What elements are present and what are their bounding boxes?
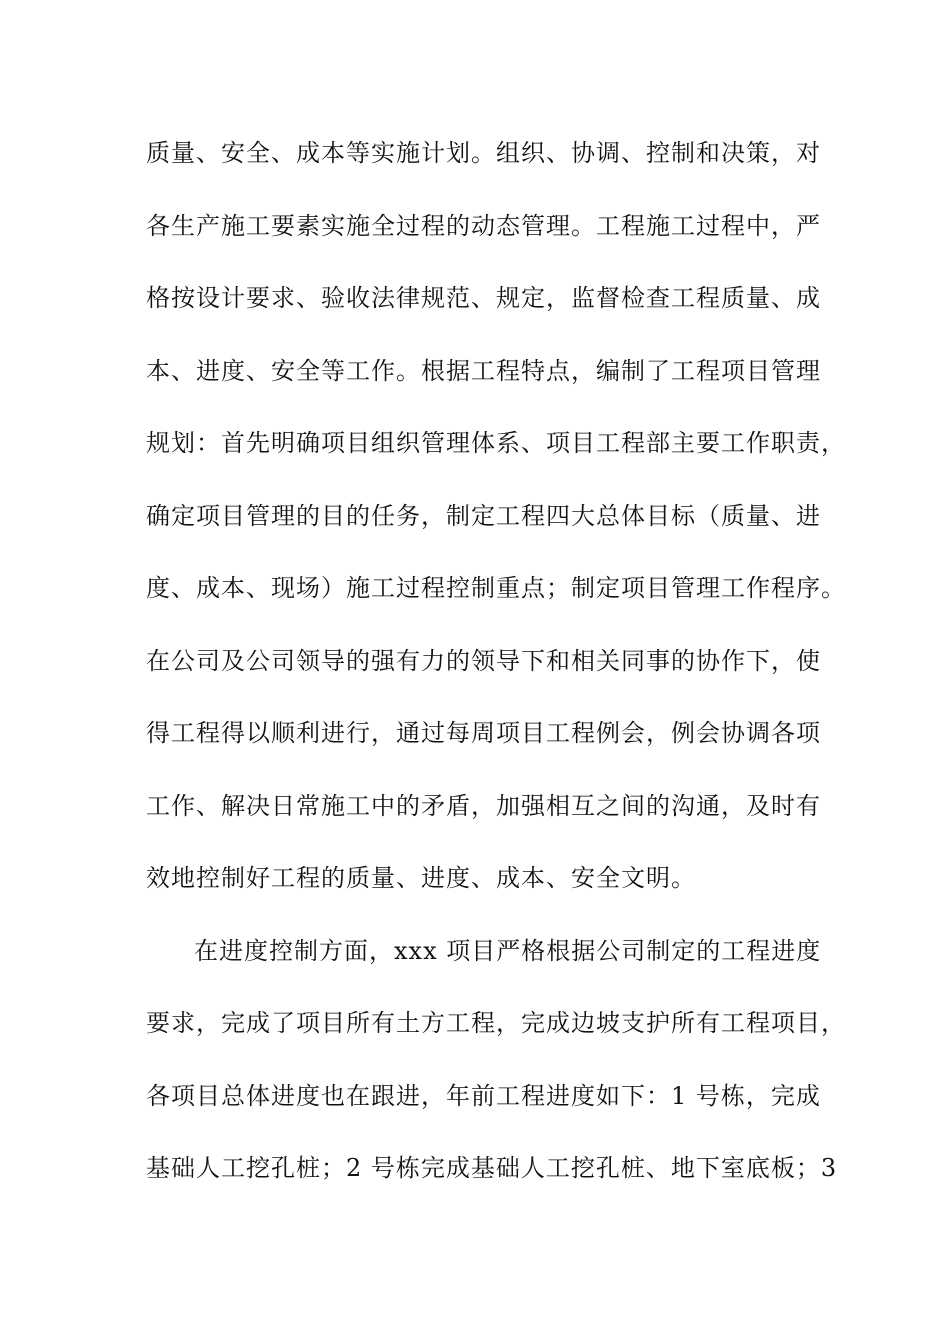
text-line: 度、成本、现场）施工过程控制重点；制定项目管理工作程序。 bbox=[146, 574, 846, 602]
text-line: 各生产施工要素实施全过程的动态管理。工程施工过程中，严 bbox=[146, 211, 821, 240]
text-line: 规划：首先明确项目组织管理体系、项目工程部主要工作职责， bbox=[146, 429, 846, 457]
text-line: 格按设计要求、验收法律规范、规定，监督检查工程质量、成 bbox=[146, 284, 821, 312]
body-text bbox=[146, 130, 846, 1218]
text-line: 得工程得以顺利进行，通过每周项目工程例会，例会协调各项 bbox=[146, 719, 821, 747]
paragraph-start-line: 在进度控制方面，xxx 项目严格根据公司制定的工程进度 bbox=[194, 936, 822, 965]
text-line: 基础人工挖孔桩；2 号栋完成基础人工挖孔桩、地下室底板；3 bbox=[146, 1154, 838, 1182]
text-line: 要求，完成了项目所有土方工程，完成边坡支护所有工程项目， bbox=[146, 1009, 846, 1037]
text-line: 各项目总体进度也在跟进，年前工程进度如下：1 号栋，完成 bbox=[146, 1081, 821, 1110]
text-line: 在公司及公司领导的强有力的领导下和相关同事的协作下，使 bbox=[146, 646, 821, 675]
text-line: 质量、安全、成本等实施计划。组织、协调、控制和决策，对 bbox=[146, 139, 821, 167]
text-line: 工作、解决日常施工中的矛盾，加强相互之间的沟通，及时有 bbox=[146, 791, 821, 820]
text-line: 确定项目管理的目的任务，制定工程四大总体目标（质量、进 bbox=[146, 501, 821, 530]
text-line: 效地控制好工程的质量、进度、成本、安全文明。 bbox=[146, 864, 696, 892]
text-line: 本、进度、安全等工作。根据工程特点，编制了工程项目管理 bbox=[146, 356, 821, 385]
